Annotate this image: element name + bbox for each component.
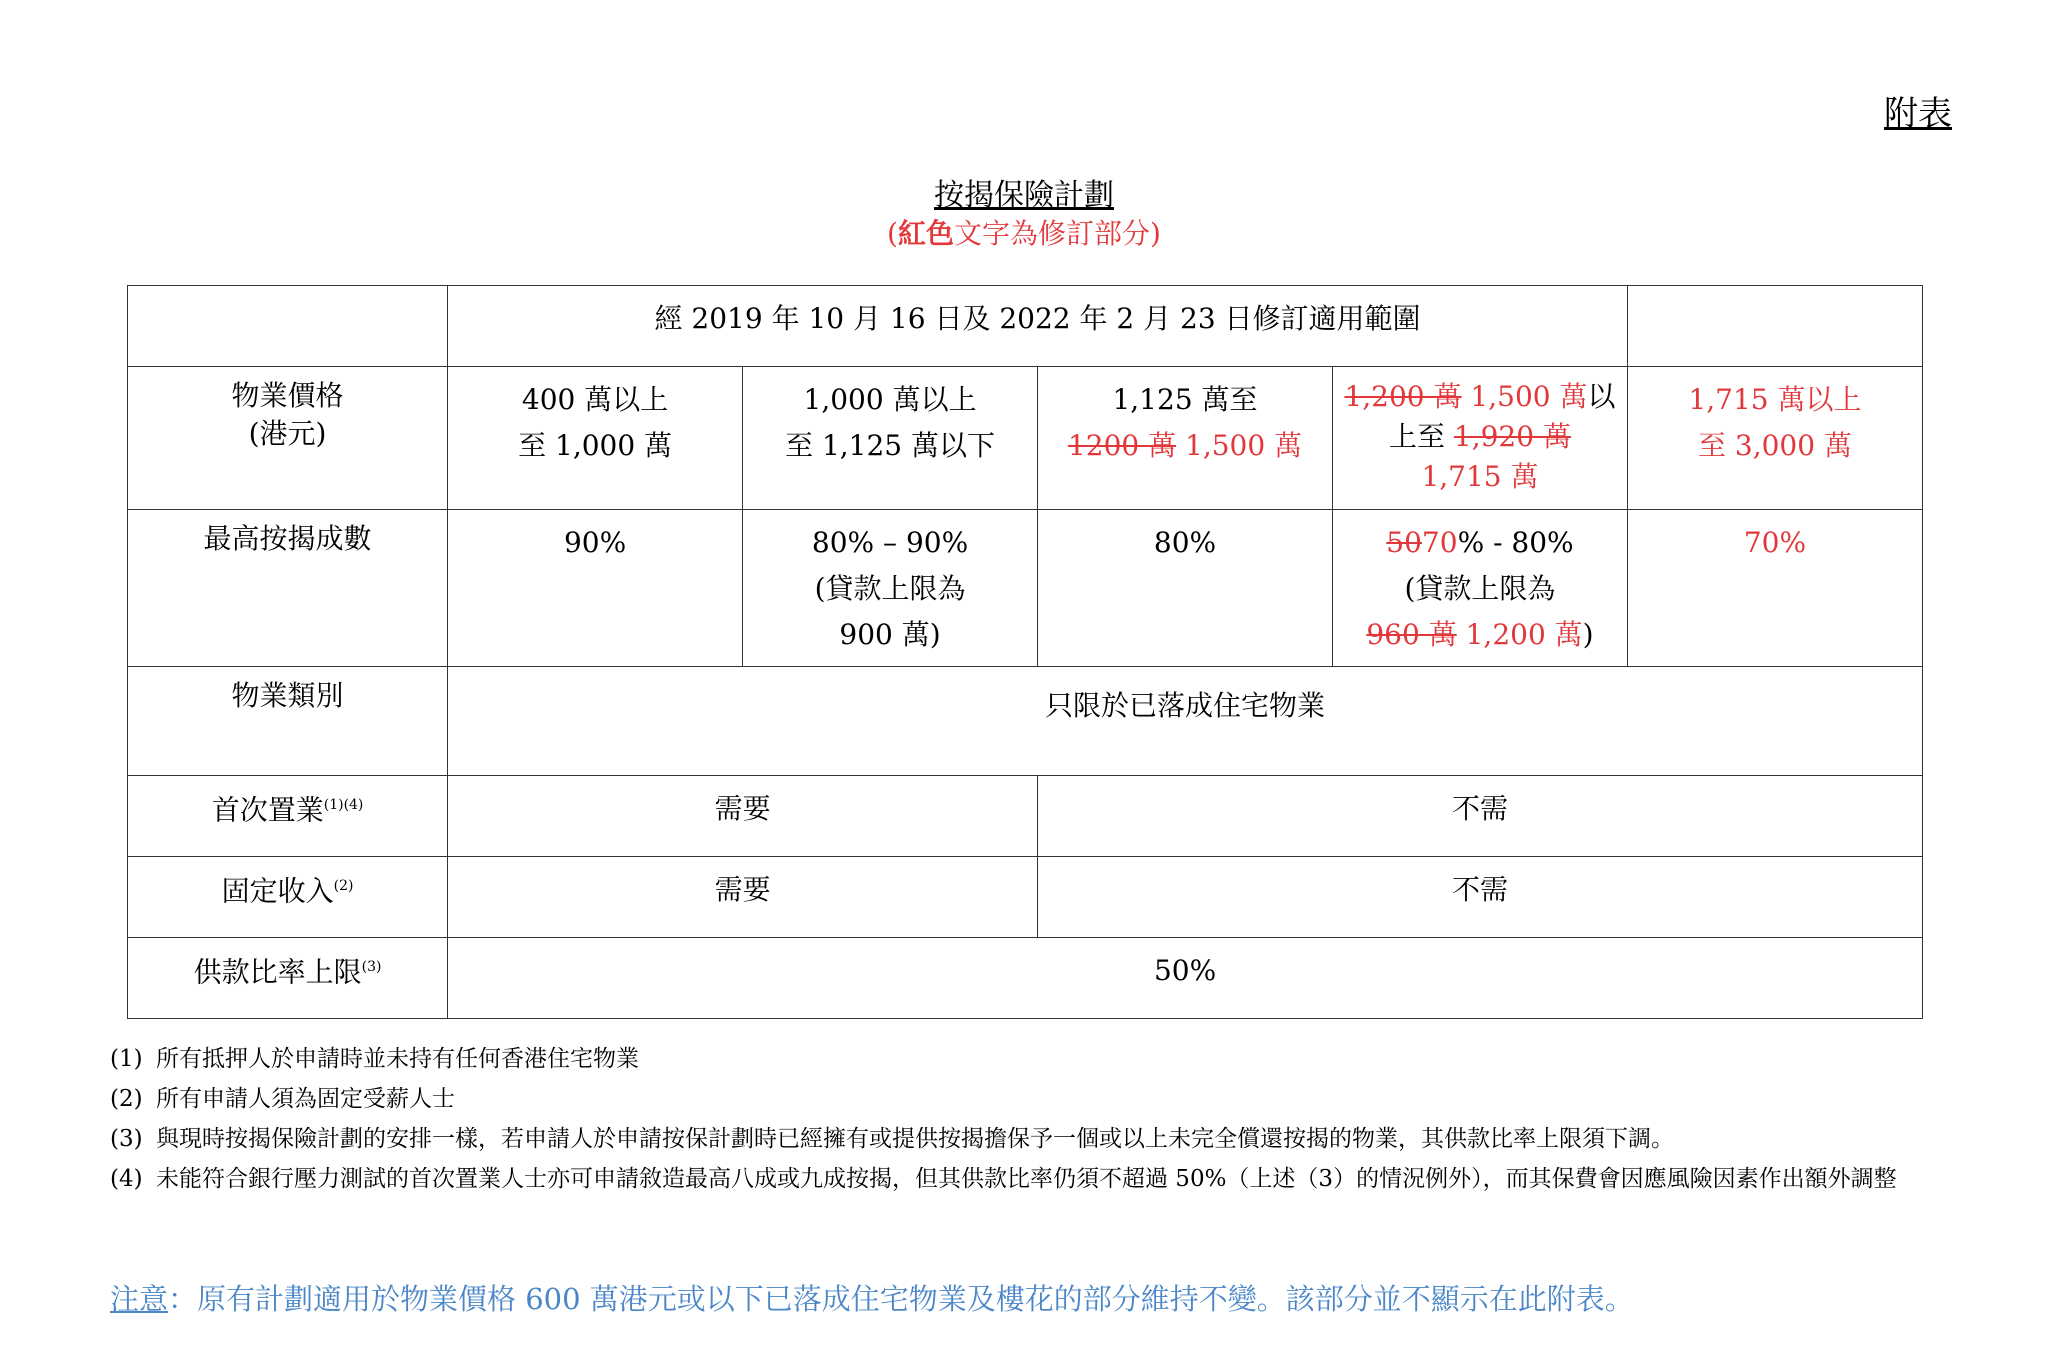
price-4-text-1: 以 xyxy=(1587,380,1616,413)
table-row-property-type xyxy=(128,667,1923,776)
revision-note-close: ) xyxy=(1150,217,1161,250)
first-time-not-required: 不需 xyxy=(1038,776,1923,857)
footnote-item xyxy=(110,1123,1930,1155)
row-label-first-time-buyer xyxy=(128,776,448,857)
ltv-4-line3 xyxy=(1339,612,1621,658)
price-3-line2 xyxy=(1044,423,1326,469)
price-4-text-2: 上至 xyxy=(1388,420,1445,453)
price-4-line1 xyxy=(1339,377,1621,417)
price-3-line1: 1,125 萬至 xyxy=(1112,383,1258,416)
ltv-4-deleted-2: 960 萬 xyxy=(1366,618,1457,651)
row-label-max-ltv: 最高按揭成數 xyxy=(128,510,448,667)
header-span-cell: 經 2019 年 10 月 16 日及 2022 年 2 月 23 日修訂適用範圍 xyxy=(448,286,1628,367)
price-4-deleted-1: 1,200 萬 xyxy=(1344,380,1462,413)
price-3-deleted: 1200 萬 xyxy=(1067,429,1177,462)
ltv-4-rest: % - 80% xyxy=(1457,526,1574,559)
fixed-income-not-required: 不需 xyxy=(1038,857,1923,938)
price-cell-5 xyxy=(1627,367,1922,510)
price-4-line2 xyxy=(1339,417,1621,457)
ltv-4-added-2: 1,200 萬 xyxy=(1465,618,1583,651)
ltv-2-line3: 900 萬) xyxy=(839,618,941,651)
price-cell-4 xyxy=(1332,367,1627,510)
footnote-text: 未能符合銀行壓力測試的首次置業人士亦可申請敘造最高八成或九成按揭，但其供款比率仍須不超過 50%（上述（3）的情況例外），而其保費會因應風險因素作出額外調整 xyxy=(156,1166,1897,1192)
price-1-line1: 400 萬以上 xyxy=(521,383,669,416)
row-label-fixed-income xyxy=(128,857,448,938)
price-5-line1: 1,715 萬以上 xyxy=(1688,383,1862,416)
caution-text: ：原有計劃適用於物業價格 600 萬港元或以下已落成住宅物業及樓花的部分維持不變。該部分並不顯示在此附表。 xyxy=(168,1282,1634,1316)
price-cell-3 xyxy=(1038,367,1333,510)
price-4-deleted-2: 1,920 萬 xyxy=(1453,420,1571,453)
revision-note-open: ( xyxy=(887,217,898,250)
first-time-label: 首次置業 xyxy=(211,793,324,827)
table-row-property-price xyxy=(128,367,1923,510)
price-2-line1: 1,000 萬以上 xyxy=(803,383,977,416)
first-time-required: 需要 xyxy=(448,776,1038,857)
price-label-line1: 物業價格 xyxy=(231,379,344,412)
footnote-text: 所有抵押人於申請時並未持有任何香港住宅物業 xyxy=(156,1046,639,1072)
price-2-line2: 至 1,125 萬以下 xyxy=(785,429,996,462)
ltv-cell-5: 70% xyxy=(1627,510,1922,667)
ltv-4-deleted: 50 xyxy=(1386,526,1422,559)
table-row-header xyxy=(128,286,1923,367)
ltv-cell-1: 90% xyxy=(448,510,743,667)
table-row-max-ltv xyxy=(128,510,1923,667)
footnote-item xyxy=(110,1043,1930,1075)
ltv-cell-3: 80% xyxy=(1038,510,1333,667)
annex-label: 附表 xyxy=(1884,94,1952,134)
table-row-first-time-buyer xyxy=(128,776,1923,857)
price-label-line2: (港元) xyxy=(248,417,327,450)
revision-note-bold: 紅色 xyxy=(897,217,954,250)
price-3-added: 1,500 萬 xyxy=(1185,429,1303,462)
footnote-item xyxy=(110,1163,1930,1195)
dsr-label: 供款比率上限 xyxy=(193,955,362,989)
row-label-property-type: 物業類別 xyxy=(128,667,448,776)
footnote-text: 所有申請人須為固定受薪人士 xyxy=(156,1086,455,1112)
fixed-income-footnote-ref: (2) xyxy=(333,878,354,894)
revision-note-rest: 文字為修訂部分 xyxy=(954,217,1151,250)
ltv-cell-4 xyxy=(1332,510,1627,667)
price-5-line2: 至 3,000 萬 xyxy=(1698,429,1852,462)
dsr-value: 50% xyxy=(448,938,1923,1019)
caution-label: 注意 xyxy=(110,1282,169,1316)
footnote-number: (4) xyxy=(110,1166,143,1192)
price-cell-2 xyxy=(743,367,1038,510)
price-4-added-1: 1,500 萬 xyxy=(1470,380,1588,413)
footnote-number: (3) xyxy=(110,1126,143,1152)
revision-note xyxy=(0,212,2048,252)
first-time-footnote-ref: (1)(4) xyxy=(323,797,364,813)
header-empty-cell xyxy=(128,286,448,367)
ltv-2-line1: 80% – 90% xyxy=(811,526,969,559)
table-row-dsr-cap xyxy=(128,938,1923,1019)
fixed-income-label: 固定收入 xyxy=(221,874,334,908)
footnote-number: (1) xyxy=(110,1046,143,1072)
footnote-number: (2) xyxy=(110,1086,143,1112)
page-title: 按揭保險計劃 xyxy=(934,178,1114,213)
ltv-4-close: ) xyxy=(1582,618,1594,651)
price-4-added-2: 1,715 萬 xyxy=(1421,460,1539,493)
footnotes xyxy=(110,1043,1930,1203)
property-type-value: 只限於已落成住宅物業 xyxy=(448,667,1923,776)
mortgage-insurance-table xyxy=(127,285,1923,1019)
dsr-footnote-ref: (3) xyxy=(361,959,382,975)
caution-note xyxy=(110,1277,1930,1318)
ltv-4-added: 70 xyxy=(1421,526,1458,559)
price-1-line2: 至 1,000 萬 xyxy=(518,429,673,462)
row-label-dsr-cap xyxy=(128,938,448,1019)
ltv-4-line1 xyxy=(1339,520,1621,566)
ltv-2-line2: (貸款上限為 xyxy=(814,572,966,605)
header-empty-cell-right xyxy=(1627,286,1922,367)
table-row-fixed-income xyxy=(128,857,1923,938)
footnote-text: 與現時按揭保險計劃的安排一樣，若申請人於申請按保計劃時已經擁有或提供按揭擔保予一個或以上未完全償還按揭的物業，其供款比率上限須下調。 xyxy=(156,1126,1674,1152)
price-cell-1 xyxy=(448,367,743,510)
ltv-cell-2 xyxy=(743,510,1038,667)
row-label-property-price xyxy=(128,367,448,510)
ltv-4-line2: (貸款上限為 xyxy=(1404,572,1556,605)
footnote-item xyxy=(110,1083,1930,1115)
fixed-income-required: 需要 xyxy=(448,857,1038,938)
